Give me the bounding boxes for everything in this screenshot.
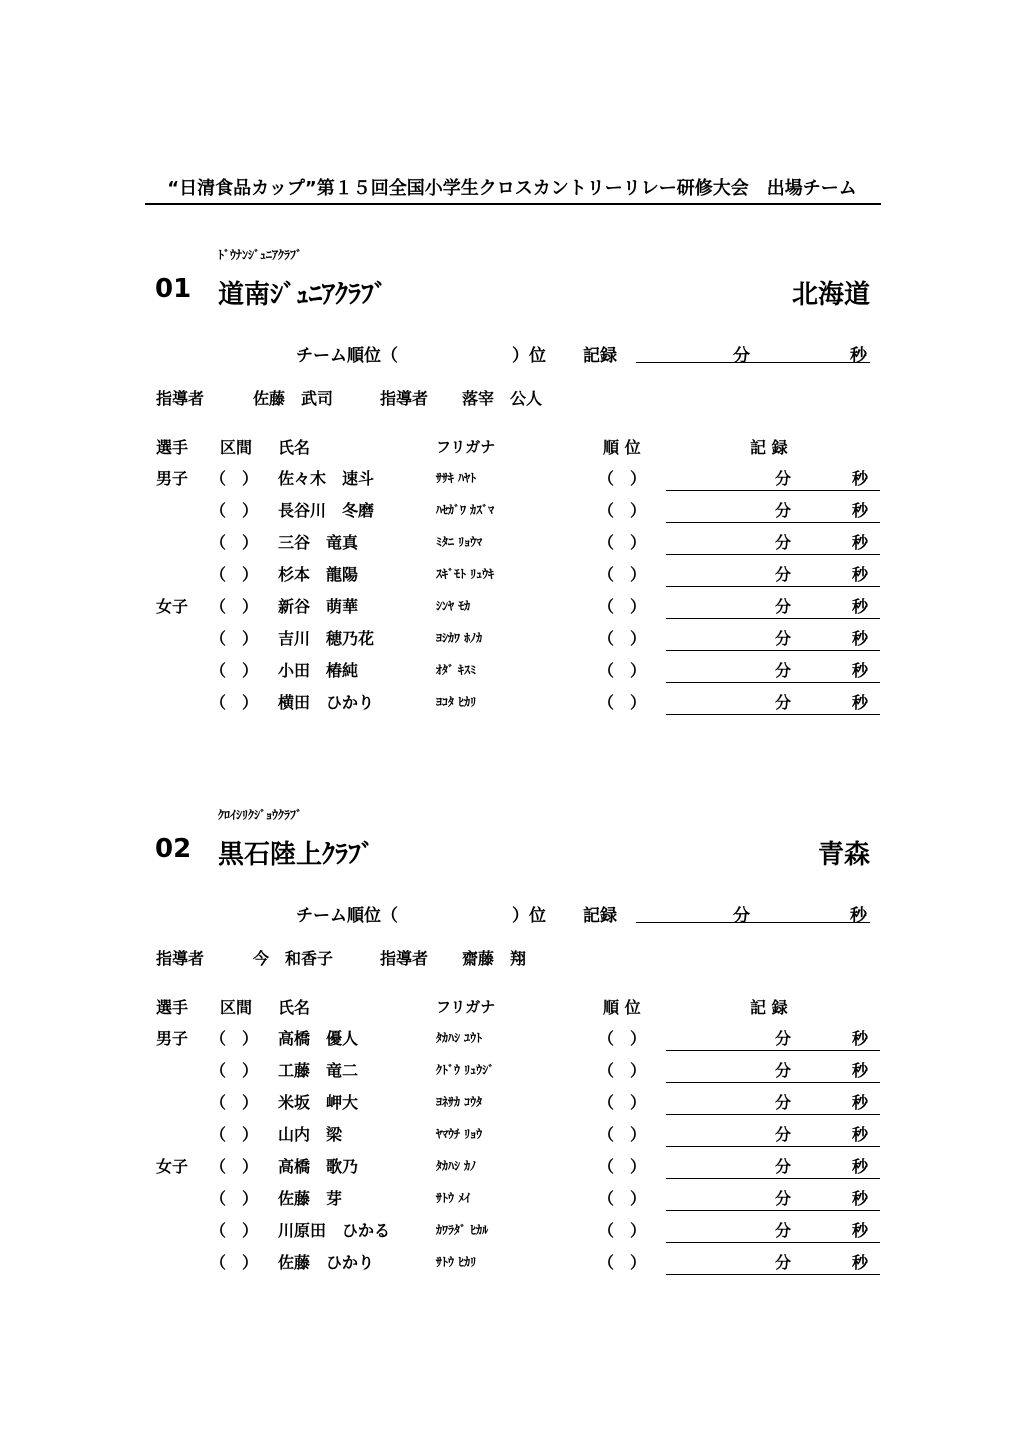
team-name: 道南ｼﾞｭﾆｱｸﾗﾌﾞ (218, 280, 388, 310)
runner-leg-paren: （ ） (210, 533, 259, 552)
runner-kana: ｵﾀﾞ ｷｽﾐ (436, 663, 477, 677)
runner-leg-paren: （ ） (210, 1157, 259, 1176)
runner-kana: ﾔﾏｳﾁ ﾘｮｳ (436, 1127, 483, 1141)
runner-record-line (666, 1114, 880, 1115)
runner-sec: 秒 (852, 1221, 869, 1240)
runner-min: 分 (775, 1093, 792, 1112)
runner-name: 川原田 ひかる (278, 1221, 391, 1240)
runner-rank-paren: （ ） (598, 1093, 647, 1112)
runner-leg-paren: （ ） (210, 1125, 259, 1144)
runner-min: 分 (775, 533, 792, 552)
runner-kana: ﾐﾀﾆ ﾘｮｳﾏ (436, 535, 483, 549)
runner-record-line (666, 1050, 880, 1051)
runner-min: 分 (775, 1189, 792, 1208)
team-record-min: 分 (733, 346, 750, 366)
runner-sec: 秒 (852, 533, 869, 552)
header-record: 記 録 (750, 998, 788, 1017)
runner-record-line (666, 650, 880, 651)
runner-leg-paren: （ ） (210, 1061, 259, 1080)
team-record-sec: 秒 (850, 346, 867, 366)
runner-sec: 秒 (852, 1125, 869, 1144)
team-rank-suffix: ）位 (512, 906, 546, 926)
runner-group: 男子 (156, 1029, 189, 1048)
team-record-label: 記録 (583, 346, 617, 366)
runner-sec: 秒 (852, 1189, 869, 1208)
runner-min: 分 (775, 565, 792, 584)
header-leg: 区間 (220, 438, 253, 457)
runner-kana: ｶﾜﾗﾀﾞ ﾋｶﾙ (436, 1223, 489, 1237)
runner-rank-paren: （ ） (598, 565, 647, 584)
runner-rank-paren: （ ） (598, 1253, 647, 1272)
header-furigana: フリガナ (436, 438, 496, 456)
runner-rank-paren: （ ） (598, 501, 647, 520)
team-record-line (636, 922, 870, 923)
runner-name: 新谷 萌華 (278, 597, 359, 616)
team-record-sec: 秒 (850, 906, 867, 926)
runner-name: 杉本 龍陽 (278, 565, 359, 584)
runner-leg-paren: （ ） (210, 565, 259, 584)
runner-sec: 秒 (852, 661, 869, 680)
runner-sec: 秒 (852, 469, 869, 488)
coach-name: 落宰 公人 (462, 389, 543, 408)
coach-name: 今 和香子 (253, 949, 334, 968)
runner-sec: 秒 (852, 1093, 869, 1112)
runner-record-line (666, 1210, 880, 1211)
header-name: 氏名 (278, 998, 311, 1017)
page-title: “日清食品カップ”第１５回全国小学生クロスカントリーリレー研修大会 出場チーム (167, 178, 857, 199)
runner-leg-paren: （ ） (210, 693, 259, 712)
team-rank-label: チーム順位（ (296, 346, 398, 366)
coach-name: 佐藤 武司 (253, 389, 334, 408)
runner-group: 男子 (156, 469, 189, 488)
runner-sec: 秒 (852, 501, 869, 520)
runner-sec: 秒 (852, 1157, 869, 1176)
runner-name: 高橋 優人 (278, 1029, 359, 1048)
runner-leg-paren: （ ） (210, 469, 259, 488)
runner-rank-paren: （ ） (598, 1157, 647, 1176)
header-name: 氏名 (278, 438, 311, 457)
runner-rank-paren: （ ） (598, 1189, 647, 1208)
runner-rank-paren: （ ） (598, 469, 647, 488)
runner-sec: 秒 (852, 629, 869, 648)
runner-name: 工藤 竜二 (278, 1061, 359, 1080)
runner-min: 分 (775, 1253, 792, 1272)
runner-min: 分 (775, 1029, 792, 1048)
team-number: 01 (155, 274, 192, 304)
runner-min: 分 (775, 1061, 792, 1080)
runner-kana: ﾊｾｶﾞﾜ ｶｽﾞﾏ (436, 503, 495, 517)
runner-record-line (666, 1082, 880, 1083)
runner-sec: 秒 (852, 565, 869, 584)
runner-rank-paren: （ ） (598, 1029, 647, 1048)
header-record: 記 録 (750, 438, 788, 457)
runner-record-line (666, 586, 880, 587)
runner-leg-paren: （ ） (210, 629, 259, 648)
runner-record-line (666, 1274, 880, 1275)
runner-leg-paren: （ ） (210, 501, 259, 520)
runner-kana: ﾖｺﾀ ﾋｶﾘ (436, 695, 477, 709)
team-kana: ｸﾛｲｼﾘｸｼﾞｮｳｸﾗﾌﾞ (218, 808, 303, 822)
runner-kana: ﾀｶﾊｼ ﾕｳﾄ (436, 1031, 483, 1045)
runner-leg-paren: （ ） (210, 1221, 259, 1240)
runner-leg-paren: （ ） (210, 1253, 259, 1272)
runner-record-line (666, 554, 880, 555)
header-leg: 区間 (220, 998, 253, 1017)
runner-name: 佐藤 ひかり (278, 1253, 375, 1272)
runner-name: 高橋 歌乃 (278, 1157, 359, 1176)
runner-min: 分 (775, 629, 792, 648)
runner-name: 佐藤 芽 (278, 1189, 343, 1208)
runner-leg-paren: （ ） (210, 661, 259, 680)
coach-label: 指導者 (156, 949, 205, 968)
title-rule (145, 203, 881, 205)
coach-label: 指導者 (380, 389, 429, 408)
runner-record-line (666, 714, 880, 715)
runner-record-line (666, 490, 880, 491)
runner-sec: 秒 (852, 693, 869, 712)
runner-kana: ｸﾄﾞｳ ﾘｭｳｼﾞ (436, 1063, 495, 1077)
runner-kana: ｽｷﾞﾓﾄ ﾘｭｳｷ (436, 567, 495, 581)
runner-kana: ｻｻｷ ﾊﾔﾄ (436, 471, 477, 485)
header-runner: 選手 (156, 438, 189, 457)
runner-min: 分 (775, 469, 792, 488)
coach-label: 指導者 (380, 949, 429, 968)
team-name: 黒石陸上ｸﾗﾌﾞ (218, 840, 375, 870)
runner-leg-paren: （ ） (210, 1189, 259, 1208)
runner-name: 吉川 穂乃花 (278, 629, 375, 648)
runner-group: 女子 (156, 597, 189, 616)
runner-sec: 秒 (852, 1061, 869, 1080)
runner-sec: 秒 (852, 1253, 869, 1272)
runner-record-line (666, 1146, 880, 1147)
runner-sec: 秒 (852, 1029, 869, 1048)
runner-kana: ﾖｼｶﾜ ﾎﾉｶ (436, 631, 483, 645)
team-prefecture: 北海道 (791, 280, 870, 310)
header-rank: 順 位 (603, 438, 641, 457)
runner-record-line (666, 1178, 880, 1179)
runner-group: 女子 (156, 1157, 189, 1176)
runner-leg-paren: （ ） (210, 1029, 259, 1048)
team-prefecture: 青森 (817, 840, 870, 870)
runner-record-line (666, 618, 880, 619)
runner-record-line (666, 522, 880, 523)
runner-rank-paren: （ ） (598, 1221, 647, 1240)
runner-record-line (666, 682, 880, 683)
runner-min: 分 (775, 1221, 792, 1240)
runner-name: 山内 梁 (278, 1125, 343, 1144)
runner-rank-paren: （ ） (598, 693, 647, 712)
runner-rank-paren: （ ） (598, 533, 647, 552)
runner-kana: ｻﾄｳ ﾋｶﾘ (436, 1255, 477, 1269)
team-kana: ﾄﾞｳﾅﾝｼﾞｭﾆｱｸﾗﾌﾞ (218, 248, 303, 262)
runner-rank-paren: （ ） (598, 1125, 647, 1144)
runner-min: 分 (775, 661, 792, 680)
coach-name: 齋藤 翔 (462, 949, 527, 968)
runner-kana: ﾖﾈｻｶ ｺｳﾀ (436, 1095, 483, 1109)
runner-name: 佐々木 速斗 (278, 469, 375, 488)
runner-min: 分 (775, 1157, 792, 1176)
runner-name: 長谷川 冬磨 (278, 501, 375, 520)
coach-label: 指導者 (156, 389, 205, 408)
team-rank-suffix: ）位 (512, 346, 546, 366)
team-record-min: 分 (733, 906, 750, 926)
runner-name: 小田 椿純 (278, 661, 359, 680)
runner-kana: ｼﾝﾔ ﾓｶ (436, 599, 471, 613)
runner-rank-paren: （ ） (598, 597, 647, 616)
runner-rank-paren: （ ） (598, 629, 647, 648)
runner-min: 分 (775, 1125, 792, 1144)
runner-leg-paren: （ ） (210, 597, 259, 616)
team-record-label: 記録 (583, 906, 617, 926)
runner-rank-paren: （ ） (598, 661, 647, 680)
team-rank-label: チーム順位（ (296, 906, 398, 926)
runner-name: 米坂 岬大 (278, 1093, 359, 1112)
runner-rank-paren: （ ） (598, 1061, 647, 1080)
runner-min: 分 (775, 597, 792, 616)
runner-kana: ﾀｶﾊｼ ｶﾉ (436, 1159, 477, 1173)
header-furigana: フリガナ (436, 998, 496, 1016)
runner-name: 三谷 竜真 (278, 533, 359, 552)
team-number: 02 (155, 834, 192, 864)
runner-record-line (666, 1242, 880, 1243)
runner-kana: ｻﾄｳ ﾒｲ (436, 1191, 471, 1205)
runner-name: 横田 ひかり (278, 693, 375, 712)
runner-min: 分 (775, 693, 792, 712)
header-rank: 順 位 (603, 998, 641, 1017)
runner-sec: 秒 (852, 597, 869, 616)
team-record-line (636, 362, 870, 363)
header-runner: 選手 (156, 998, 189, 1017)
runner-min: 分 (775, 501, 792, 520)
runner-leg-paren: （ ） (210, 1093, 259, 1112)
